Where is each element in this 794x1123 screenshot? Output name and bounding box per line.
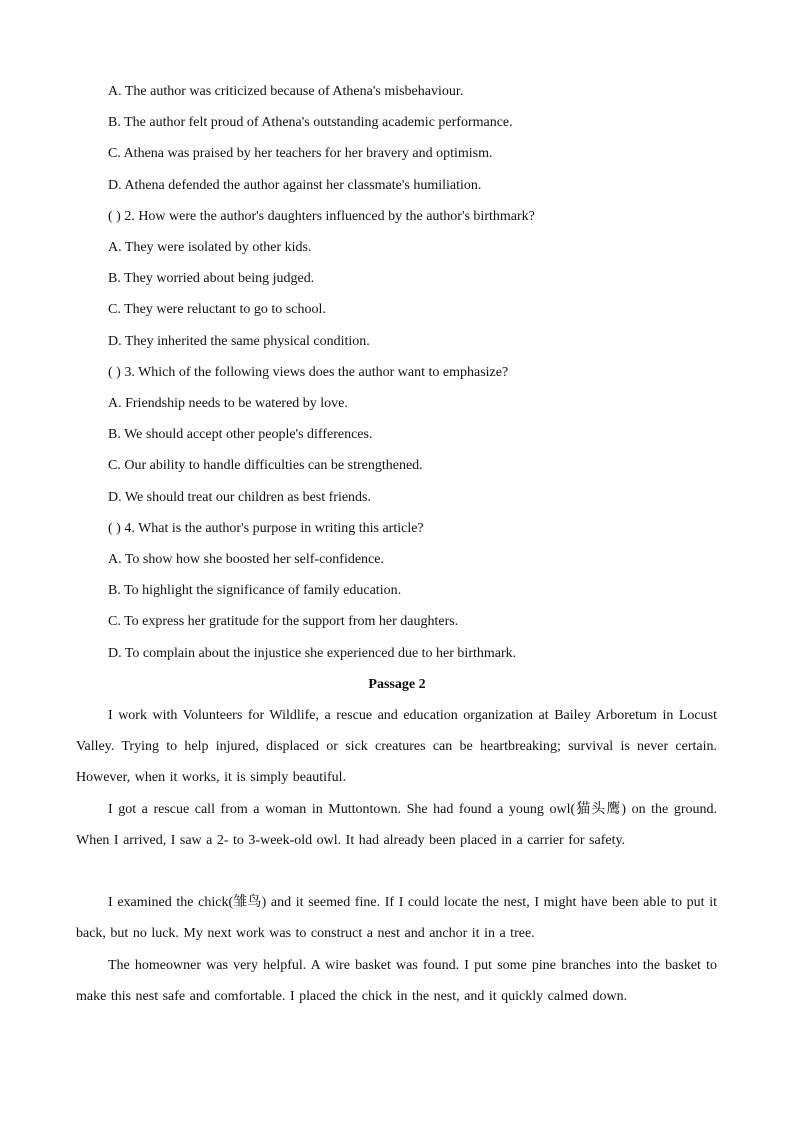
q2-option-b: B. They worried about being judged. [108, 271, 315, 286]
passage-paragraph-1: I work with Volunteers for Wildlife, a rescue and education organization at Bailey Arboretum in Locust Valley. Trying to help injured, displaced or sick creatures can be heartbreaking; survival is never certain. However, when it works, it is simply beautiful. [76, 708, 717, 785]
q3-option-d: D. We should treat our children as best friends. [108, 490, 371, 505]
q1-option-c: C. Athena was praised by her teachers for her bravery and optimism. [108, 146, 493, 161]
passage-paragraph-4: The homeowner was very helpful. A wire basket was found. I put some pine branches into the basket to make this nest safe and comfortable. I placed the chick in the nest, and it quickly calmed down. [76, 958, 717, 1004]
passage-paragraph-3: I examined the chick(雏鸟) and it seemed fine. If I could locate the nest, I might have been able to put it back, but no luck. My next work was to construct a nest and anchor it in a tree. [76, 895, 717, 941]
q3-option-b: B. We should accept other people's differences. [108, 427, 373, 442]
passage-paragraph-2: I got a rescue call from a woman in Muttontown. She had found a young owl(猫头鹰) on the ground. When I arrived, I saw a 2- to 3-week-old owl. It had already been placed in a carrier for safety. [76, 802, 717, 848]
q3-option-a: A. Friendship needs to be watered by love. [108, 396, 348, 411]
q2-option-d: D. They inherited the same physical condition. [108, 334, 370, 349]
q4-option-d: D. To complain about the injustice she experienced due to her birthmark. [108, 646, 517, 661]
q1-option-b: B. The author felt proud of Athena's outstanding academic performance. [108, 115, 513, 130]
q2-stem: ( ) 2. How were the author's daughters influenced by the author's birthmark? [108, 209, 535, 224]
q3-option-c: C. Our ability to handle difficulties can be strengthened. [108, 458, 423, 473]
passage-title: Passage 2 [368, 677, 426, 692]
q2-option-a: A. They were isolated by other kids. [108, 240, 312, 255]
q4-stem: ( ) 4. What is the author's purpose in writing this article? [108, 521, 424, 536]
q3-stem: ( ) 3. Which of the following views does the author want to emphasize? [108, 365, 509, 380]
q4-option-b: B. To highlight the significance of family education. [108, 583, 402, 598]
q4-option-c: C. To express her gratitude for the support from her daughters. [108, 614, 459, 629]
q4-option-a: A. To show how she boosted her self-confidence. [108, 552, 384, 567]
q2-option-c: C. They were reluctant to go to school. [108, 302, 326, 317]
q1-option-d: D. Athena defended the author against her classmate's humiliation. [108, 178, 482, 193]
q1-option-a: A. The author was criticized because of Athena's misbehaviour. [108, 84, 464, 99]
